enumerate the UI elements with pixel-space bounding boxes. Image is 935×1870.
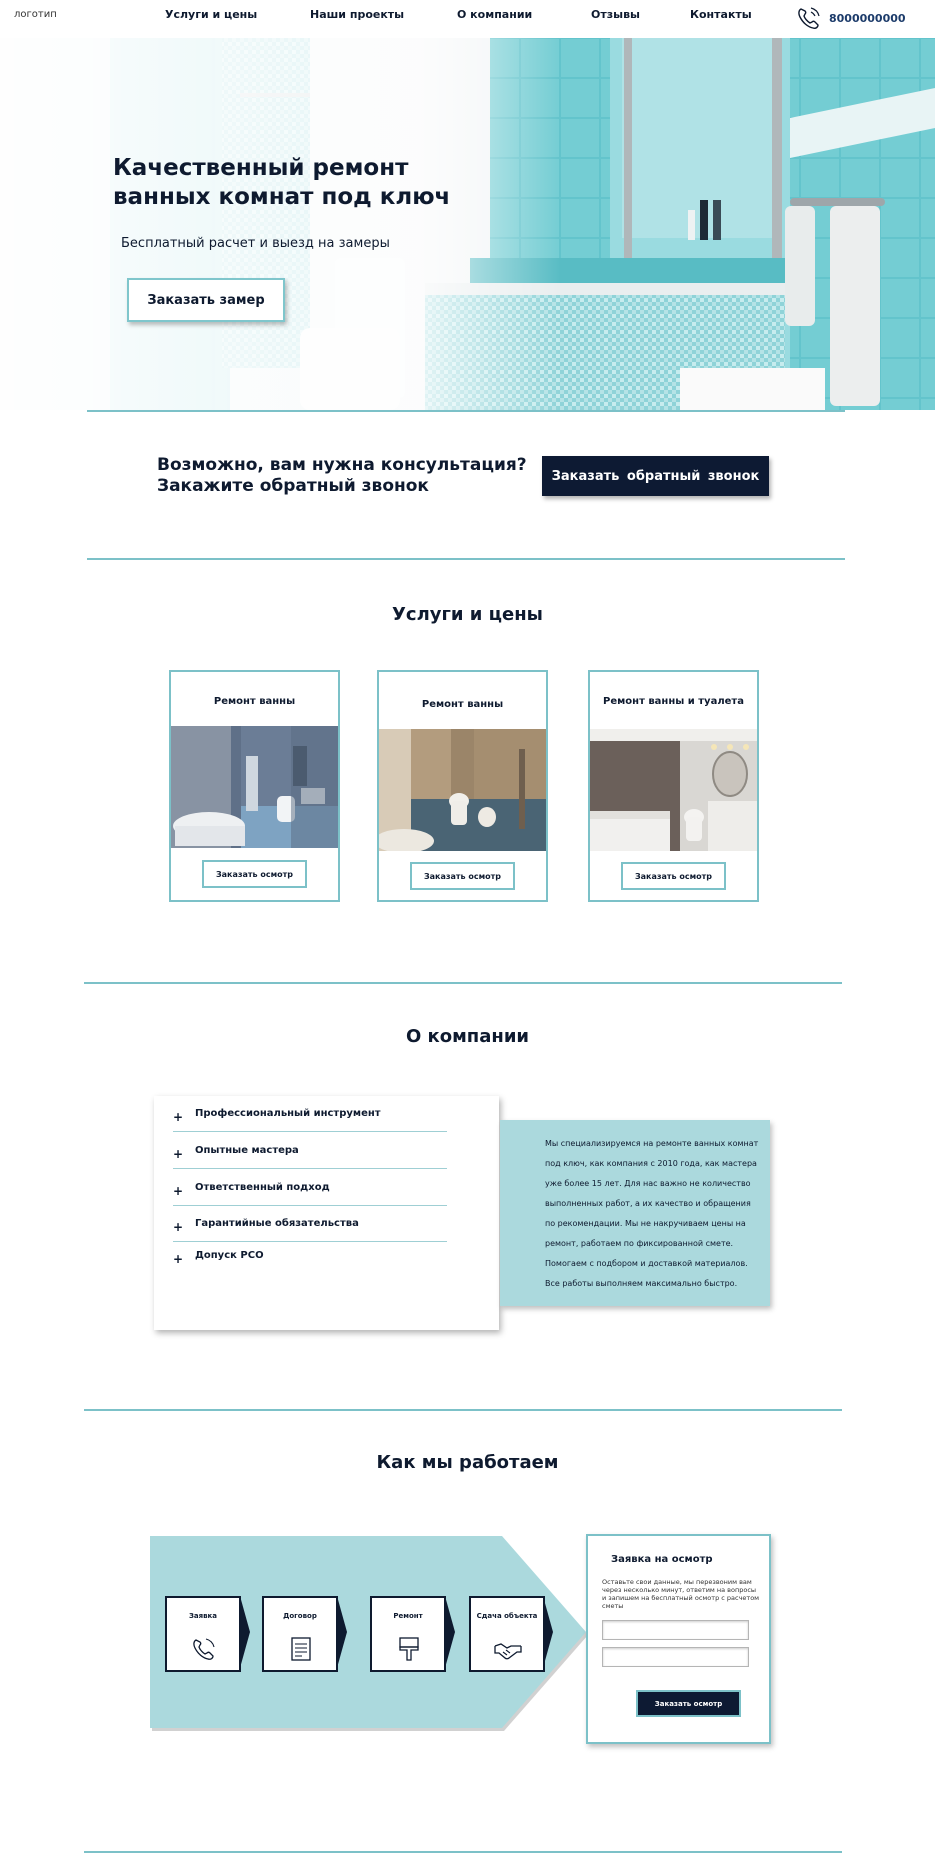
step-label: Заявка xyxy=(188,1612,218,1620)
plus-icon: + xyxy=(173,1147,184,1161)
nav-about[interactable]: О компании xyxy=(457,8,533,21)
list-item-label: Допуск РСО xyxy=(195,1250,264,1261)
service-card-bath xyxy=(169,670,340,902)
list-item xyxy=(173,1238,447,1274)
service-order-button[interactable]: Заказать осмотр xyxy=(202,860,307,888)
service-card-bath-toilet xyxy=(588,670,759,902)
process-step-repair xyxy=(370,1596,446,1672)
form-description: Оставьте свои данные, мы перезвоним вам через несколько минут, ответим на вопросы и запишем на бесплатный осмотр с расчетом сметы xyxy=(602,1578,760,1610)
list-item xyxy=(173,1206,447,1242)
service-card-title: Ремонт ванны xyxy=(421,699,504,710)
document-icon xyxy=(286,1634,316,1664)
nav-services[interactable]: Услуги и цены xyxy=(165,8,258,21)
site-header xyxy=(0,0,935,38)
phone-input[interactable] xyxy=(602,1647,749,1667)
callback-button[interactable]: Заказать обратный звонок xyxy=(542,456,769,496)
about-title: О компании xyxy=(405,1026,530,1047)
list-item xyxy=(173,1133,447,1169)
services-title: Услуги и цены xyxy=(392,604,543,625)
phone-number[interactable]: 8000000000 xyxy=(829,11,906,25)
process-step-contract xyxy=(262,1596,338,1672)
order-measure-button[interactable]: Заказать замер xyxy=(127,278,285,322)
list-item-label: Профессиональный инструмент xyxy=(195,1108,381,1119)
process-title: Как мы работаем xyxy=(376,1452,559,1473)
paint-brush-icon xyxy=(394,1634,424,1664)
order-inspection-button[interactable]: Заказать осмотр xyxy=(636,1690,741,1717)
list-item-label: Гарантийные обязательства xyxy=(195,1218,359,1229)
service-card-bath-2 xyxy=(377,670,548,902)
consult-heading xyxy=(157,455,537,497)
phone-icon xyxy=(189,1634,219,1664)
form-title: Заявка на осмотр xyxy=(611,1554,713,1565)
process-step-handover xyxy=(469,1596,545,1672)
service-order-button[interactable]: Заказать осмотр xyxy=(410,862,515,890)
hero-section xyxy=(0,38,935,410)
list-item xyxy=(173,1170,447,1206)
handshake-icon xyxy=(493,1634,523,1664)
consult-line-1: Возможно, вам нужна консультация? xyxy=(157,455,527,475)
header-phone[interactable] xyxy=(795,5,906,31)
step-label: Договор xyxy=(283,1612,317,1620)
bathroom-hero-image xyxy=(0,38,935,410)
divider xyxy=(87,410,845,412)
nav-projects[interactable]: Наши проекты xyxy=(310,8,405,21)
service-card-title: Ремонт ванны и туалета xyxy=(603,696,744,707)
list-item-label: Ответственный подход xyxy=(195,1182,330,1193)
list-item xyxy=(173,1096,447,1132)
inspection-request-form xyxy=(586,1534,771,1744)
hero-title: Качественный ремонт ванных комнат под ключ xyxy=(113,155,451,210)
hero-subtitle: Бесплатный расчет и выезд на замеры xyxy=(121,236,390,251)
consult-line-2: Закажите обратный звонок xyxy=(157,476,429,496)
advantages-list xyxy=(154,1096,499,1330)
phone-icon xyxy=(795,4,823,32)
divider xyxy=(84,982,842,984)
bathroom-photo xyxy=(379,729,546,851)
divider xyxy=(84,1851,842,1853)
step-label: Ремонт xyxy=(393,1612,423,1620)
list-item-label: Опытные мастера xyxy=(195,1145,299,1156)
process-step-request xyxy=(165,1596,241,1672)
plus-icon: + xyxy=(173,1110,184,1124)
plus-icon: + xyxy=(173,1184,184,1198)
plus-icon: + xyxy=(173,1252,184,1266)
bathroom-photo xyxy=(171,726,338,848)
bathroom-photo xyxy=(590,729,757,851)
logo[interactable]: логотип xyxy=(14,9,57,20)
plus-icon: + xyxy=(173,1220,184,1234)
service-card-title: Ремонт ванны xyxy=(213,696,296,707)
nav-contacts[interactable]: Контакты xyxy=(690,8,752,21)
nav-reviews[interactable]: Отзывы xyxy=(591,8,640,21)
about-description: Мы специализируемся на ремонте ванных комнат под ключ, как компания с 2010 года, как мастера уже более 15 лет. Для нас важно не количество выполненных работ, а их качество и обращения по рекомендации. Мы не накручиваем цены на ремонт, работаем по фиксированной смете. Помогаем с подбором и доставкой материалов. Все работы выполняем максимально быстро. xyxy=(545,1139,759,1288)
service-order-button[interactable]: Заказать осмотр xyxy=(621,862,726,890)
name-input[interactable] xyxy=(602,1620,749,1640)
step-label: Сдача объекта xyxy=(476,1612,538,1620)
about-description-box xyxy=(500,1120,770,1306)
divider xyxy=(84,1409,842,1411)
divider xyxy=(87,558,845,560)
